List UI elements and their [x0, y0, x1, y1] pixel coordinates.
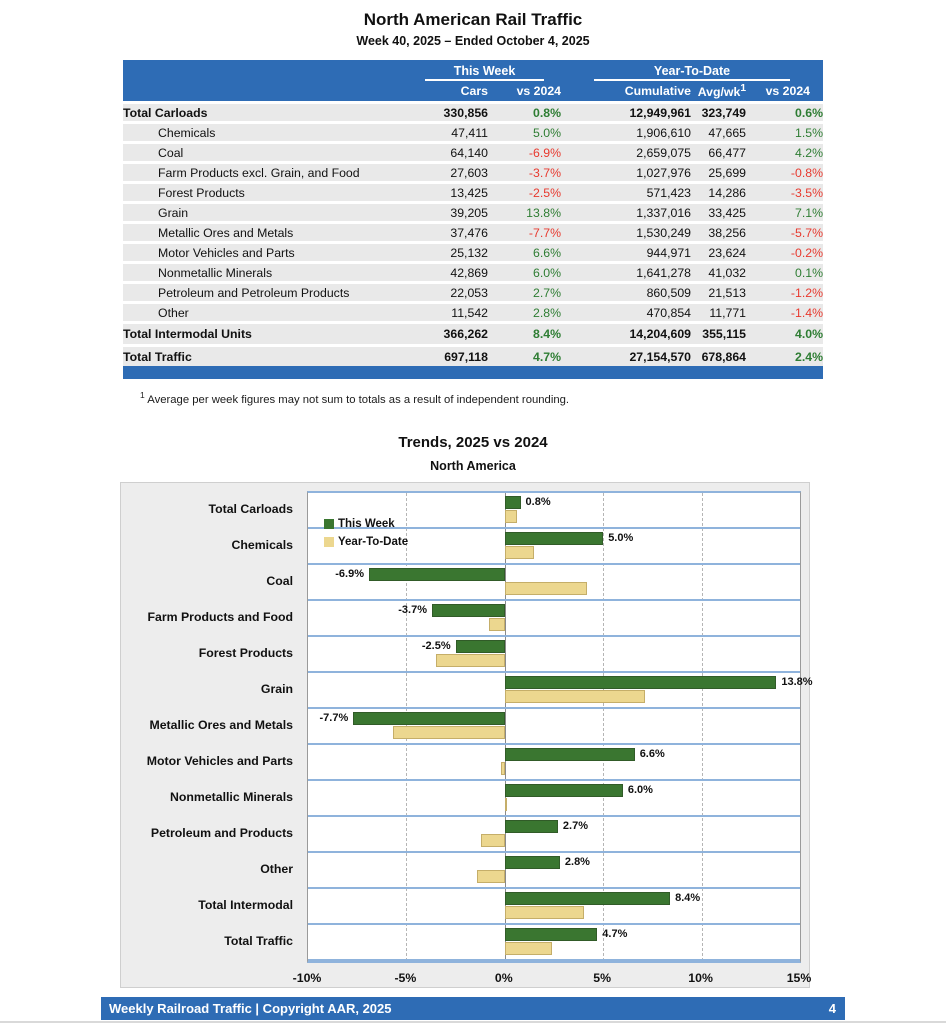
row-label: Grain — [123, 203, 408, 223]
cars-value: 11,542 — [408, 303, 488, 323]
cars-vs-2024-value: -2.5% — [488, 183, 561, 203]
bar-value-label: 2.7% — [562, 820, 588, 832]
cumulative-value: 14,204,609 — [561, 323, 691, 346]
avg-per-week-value: 66,477 — [691, 143, 746, 163]
ytd-vs-2024-value: 4.0% — [746, 323, 823, 346]
cars-value: 42,869 — [408, 263, 488, 283]
ytd-vs-2024-value: 4.2% — [746, 143, 823, 163]
table-row — [123, 163, 823, 183]
x-tick-label: 5% — [593, 971, 612, 985]
row-label: Metallic Ores and Metals — [123, 223, 408, 243]
category-label: Forest Products — [198, 646, 293, 660]
table-row — [123, 143, 823, 163]
ytd-vs-2024-value: -5.7% — [746, 223, 823, 243]
cars-value: 25,132 — [408, 243, 488, 263]
footer-bar — [101, 997, 845, 1020]
x-tick-label: 15% — [786, 971, 812, 985]
ytd-vs-2024-value: 1.5% — [746, 123, 823, 143]
group-label-year-to-date: Year-To-Date — [594, 64, 791, 81]
avg-per-week-value: 47,665 — [691, 123, 746, 143]
cumulative-value: 2,659,075 — [561, 143, 691, 163]
column-header-avg-per-week — [691, 81, 746, 103]
cars-value: 22,053 — [408, 283, 488, 303]
page-bottom-divider — [0, 1021, 946, 1023]
chart-subtitle: North America — [430, 459, 516, 473]
group-label-this-week: This Week — [425, 64, 543, 81]
table-row — [123, 123, 823, 143]
ytd-vs-2024-value: -0.8% — [746, 163, 823, 183]
cars-vs-2024-value: 6.6% — [488, 243, 561, 263]
row-label: Nonmetallic Minerals — [123, 263, 408, 283]
this-week-bar — [505, 496, 521, 509]
chart-band — [308, 781, 800, 817]
cumulative-value: 27,154,570 — [561, 346, 691, 369]
cars-value: 27,603 — [408, 163, 488, 183]
chart-band — [308, 925, 800, 961]
cars-value: 330,856 — [408, 103, 488, 123]
avg-per-week-value: 14,286 — [691, 183, 746, 203]
cars-vs-2024-value: -3.7% — [488, 163, 561, 183]
category-label: Total Intermodal — [198, 898, 293, 912]
bar-value-label: 2.8% — [564, 856, 590, 868]
year-to-date-bar — [505, 510, 517, 523]
cars-vs-2024-value: 0.8% — [488, 103, 561, 123]
cars-value: 47,411 — [408, 123, 488, 143]
empty-header-cell — [123, 60, 408, 81]
rail-traffic-table — [123, 60, 823, 370]
bar-value-label: 13.8% — [781, 676, 813, 688]
this-week-bar — [505, 784, 623, 797]
category-label: Farm Products and Food — [147, 610, 293, 624]
chart-band — [308, 853, 800, 889]
cars-value: 64,140 — [408, 143, 488, 163]
table-row — [123, 183, 823, 203]
cars-value: 37,476 — [408, 223, 488, 243]
bar-value-label: 8.4% — [675, 892, 701, 904]
ytd-vs-2024-value: -1.4% — [746, 303, 823, 323]
cars-vs-2024-value: 2.8% — [488, 303, 561, 323]
table-row — [123, 103, 823, 123]
column-header-vs2024-week: vs 2024 — [488, 81, 561, 103]
legend-swatch-icon — [324, 537, 334, 547]
table-row — [123, 323, 823, 346]
bar-value-label: 6.0% — [627, 784, 653, 796]
row-label: Total Intermodal Units — [123, 323, 408, 346]
avg-per-week-value: 33,425 — [691, 203, 746, 223]
this-week-bar — [432, 604, 505, 617]
cumulative-value: 1,641,278 — [561, 263, 691, 283]
bar-value-label: 4.7% — [602, 928, 628, 940]
x-tick-label: 0% — [494, 971, 513, 985]
row-label: Chemicals — [123, 123, 408, 143]
footnote — [140, 390, 569, 406]
avg-per-week-value: 38,256 — [691, 223, 746, 243]
this-week-bar — [505, 676, 777, 689]
cars-vs-2024-value: 8.4% — [488, 323, 561, 346]
ytd-vs-2024-value: 0.1% — [746, 263, 823, 283]
this-week-bar — [353, 712, 505, 725]
avgwk-footnote-marker: 1 — [740, 82, 747, 94]
year-to-date-bar — [489, 618, 505, 631]
footnote-marker: 1 — [140, 390, 145, 400]
x-tick-label: -5% — [394, 971, 417, 985]
year-to-date-bar — [436, 654, 505, 667]
cars-vs-2024-value: -6.9% — [488, 143, 561, 163]
category-label: Nonmetallic Minerals — [169, 790, 293, 804]
cars-vs-2024-value: 2.7% — [488, 283, 561, 303]
chart-title: Trends, 2025 vs 2024 — [398, 434, 548, 451]
cumulative-value: 12,949,961 — [561, 103, 691, 123]
this-week-bar — [456, 640, 505, 653]
bar-value-label: -6.9% — [335, 568, 365, 580]
chart-band — [308, 565, 800, 601]
row-label: Motor Vehicles and Parts — [123, 243, 408, 263]
cumulative-value: 1,337,016 — [561, 203, 691, 223]
avg-per-week-value: 11,771 — [691, 303, 746, 323]
cars-vs-2024-value: -7.7% — [488, 223, 561, 243]
table-row — [123, 203, 823, 223]
avg-per-week-value: 323,749 — [691, 103, 746, 123]
column-header-cars: Cars — [408, 81, 488, 103]
row-label: Petroleum and Petroleum Products — [123, 283, 408, 303]
year-to-date-bar — [505, 690, 645, 703]
table-bottom-accent-bar — [123, 366, 823, 379]
cars-value: 39,205 — [408, 203, 488, 223]
ytd-vs-2024-value: -0.2% — [746, 243, 823, 263]
chart-band — [308, 817, 800, 853]
ytd-vs-2024-value: 0.6% — [746, 103, 823, 123]
bar-value-label: 6.6% — [639, 748, 665, 760]
footer-text: Weekly Railroad Traffic | Copyright AAR, 2025 — [109, 1001, 392, 1016]
category-label: Chemicals — [231, 538, 293, 552]
column-header-commodity — [123, 81, 408, 103]
column-header-vs2024-ytd: vs 2024 — [746, 81, 823, 103]
this-week-bar — [505, 856, 560, 869]
ytd-vs-2024-value: -3.5% — [746, 183, 823, 203]
category-label: Other — [260, 862, 293, 876]
cars-value: 366,262 — [408, 323, 488, 346]
category-label: Coal — [266, 574, 293, 588]
this-week-bar — [505, 892, 670, 905]
cumulative-value: 1,027,976 — [561, 163, 691, 183]
table-column-header-row — [123, 81, 823, 103]
cars-vs-2024-value: 13.8% — [488, 203, 561, 223]
cars-value: 697,118 — [408, 346, 488, 369]
column-header-cumulative: Cumulative — [561, 81, 691, 103]
year-to-date-bar — [477, 870, 505, 883]
this-week-bar — [505, 532, 603, 545]
ytd-vs-2024-value: -1.2% — [746, 283, 823, 303]
legend — [324, 515, 408, 551]
year-to-date-bar — [393, 726, 505, 739]
cumulative-value: 944,971 — [561, 243, 691, 263]
table-row — [123, 283, 823, 303]
avg-per-week-value: 21,513 — [691, 283, 746, 303]
year-to-date-bar — [505, 798, 507, 811]
this-week-bar — [505, 928, 597, 941]
avg-per-week-value: 678,864 — [691, 346, 746, 369]
legend-swatch-icon — [324, 519, 334, 529]
avgwk-label: Avg/wk — [697, 85, 741, 100]
cumulative-value: 470,854 — [561, 303, 691, 323]
group-header-this-week — [408, 60, 561, 81]
cumulative-value: 1,530,249 — [561, 223, 691, 243]
table-group-header-row — [123, 60, 823, 81]
group-header-year-to-date — [561, 60, 823, 81]
table-row — [123, 243, 823, 263]
legend-label: This Week — [338, 518, 395, 530]
year-to-date-bar — [505, 546, 535, 559]
year-to-date-bar — [481, 834, 505, 847]
bar-value-label: 0.8% — [525, 496, 551, 508]
category-label: Motor Vehicles and Parts — [146, 754, 293, 768]
year-to-date-bar — [505, 942, 552, 955]
x-tick-label: -10% — [292, 971, 322, 985]
legend-item-year-to-date — [324, 533, 408, 551]
table-row — [123, 223, 823, 243]
chart-band — [308, 889, 800, 925]
chart-band — [308, 601, 800, 637]
footer-page-number: 4 — [828, 1001, 836, 1016]
legend-label: Year-To-Date — [338, 536, 409, 548]
row-label: Other — [123, 303, 408, 323]
cars-value: 13,425 — [408, 183, 488, 203]
avg-per-week-value: 355,115 — [691, 323, 746, 346]
bar-value-label: -3.7% — [398, 604, 427, 616]
avg-per-week-value: 23,624 — [691, 243, 746, 263]
bar-value-label: -2.5% — [421, 640, 451, 652]
cars-vs-2024-value: 4.7% — [488, 346, 561, 369]
cumulative-value: 571,423 — [561, 183, 691, 203]
legend-item-this-week — [324, 515, 408, 533]
row-label: Total Traffic — [123, 346, 408, 369]
this-week-bar — [369, 568, 505, 581]
cars-vs-2024-value: 5.0% — [488, 123, 561, 143]
table-row — [123, 303, 823, 323]
year-to-date-bar — [505, 906, 584, 919]
category-label: Grain — [260, 682, 293, 696]
category-label: Metallic Ores and Metals — [149, 718, 293, 732]
trends-chart — [120, 482, 813, 988]
cumulative-value: 860,509 — [561, 283, 691, 303]
bar-value-label: 5.0% — [608, 532, 634, 544]
plot-area — [307, 491, 813, 963]
year-to-date-bar — [505, 582, 588, 595]
this-week-bar — [505, 820, 558, 833]
chart-band — [308, 673, 813, 709]
ytd-vs-2024-value: 2.4% — [746, 346, 823, 369]
table-row — [123, 263, 823, 283]
category-label: Total Traffic — [224, 934, 293, 948]
row-label: Farm Products excl. Grain, and Food — [123, 163, 408, 183]
year-to-date-bar — [501, 762, 505, 775]
category-label: Petroleum and Products — [150, 826, 293, 840]
page-title: North American Rail Traffic — [363, 10, 583, 29]
chart-band — [308, 709, 800, 745]
x-axis — [292, 971, 812, 989]
row-label: Total Carloads — [123, 103, 408, 123]
chart-band — [308, 745, 800, 781]
chart-band — [308, 637, 800, 673]
avg-per-week-value: 25,699 — [691, 163, 746, 183]
bar-value-label: -7.7% — [319, 712, 349, 724]
this-week-bar — [505, 748, 635, 761]
cumulative-value: 1,906,610 — [561, 123, 691, 143]
page-subtitle: Week 40, 2025 – Ended October 4, 2025 — [356, 34, 590, 48]
category-label: Total Carloads — [208, 502, 293, 516]
row-label: Coal — [123, 143, 408, 163]
cars-vs-2024-value: 6.0% — [488, 263, 561, 283]
x-tick-label: 10% — [688, 971, 713, 985]
row-label: Forest Products — [123, 183, 408, 203]
ytd-vs-2024-value: 7.1% — [746, 203, 823, 223]
avg-per-week-value: 41,032 — [691, 263, 746, 283]
footnote-text: Average per week figures may not sum to totals as a result of independent rounding. — [144, 393, 570, 406]
